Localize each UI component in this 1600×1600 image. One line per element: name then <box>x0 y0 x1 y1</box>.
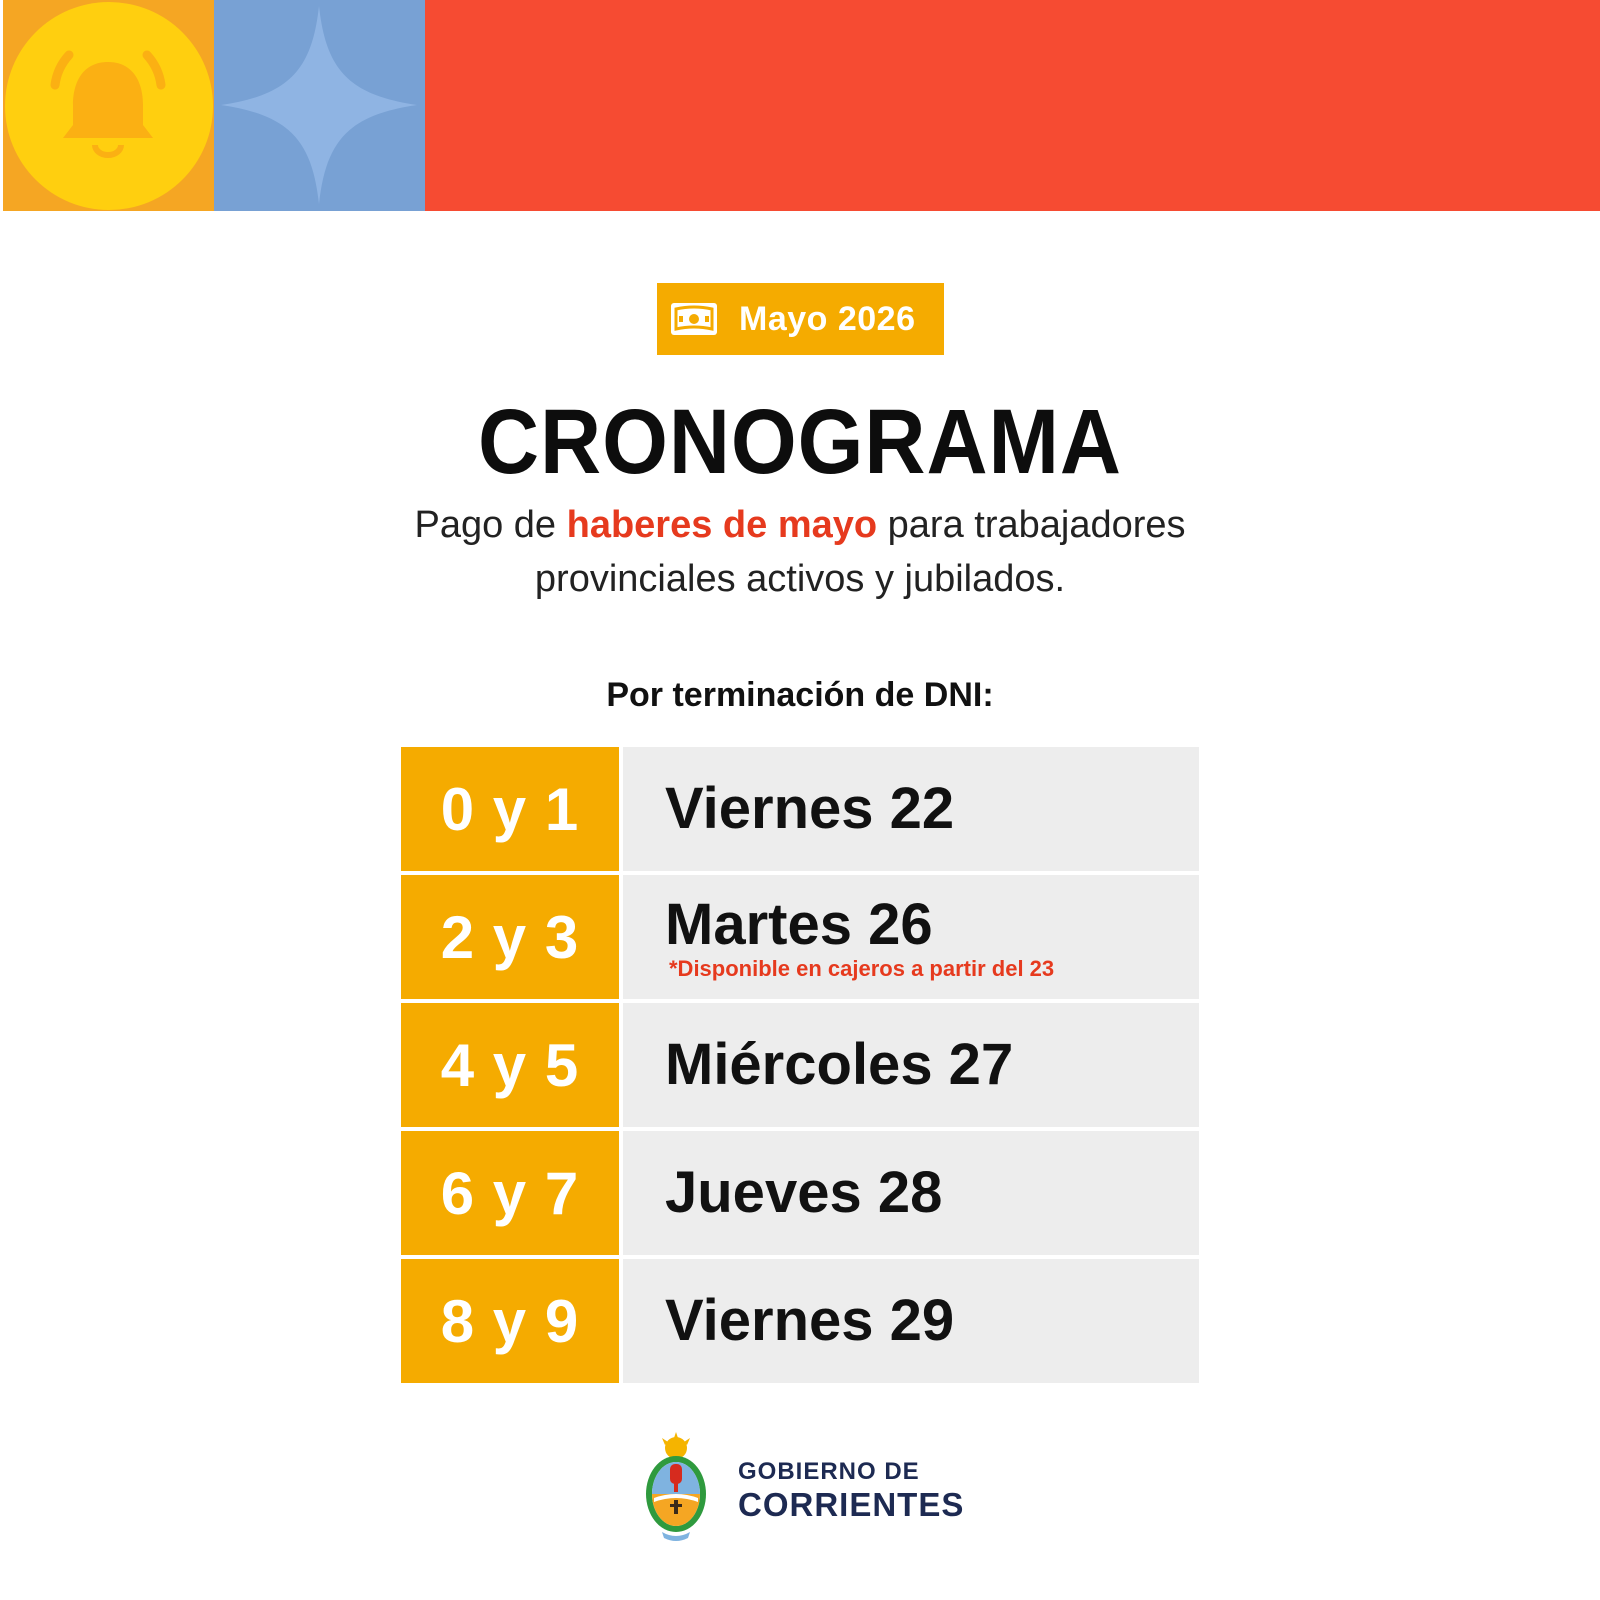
subtitle-line2: provinciales activos y jubilados. <box>534 558 1066 600</box>
table-row <box>401 1131 1199 1255</box>
table-row <box>401 875 1199 999</box>
badge-label: Mayo 2026 <box>739 299 916 338</box>
availability-note: *Disponible en cajeros a partir del 23 <box>669 956 1055 981</box>
day-label: Viernes 29 <box>665 1288 955 1353</box>
dni-label: Por terminación de DNI: <box>606 676 994 714</box>
month-badge <box>657 283 944 355</box>
schedule-table <box>401 747 1199 1383</box>
table-row <box>401 1003 1199 1127</box>
banknote-icon <box>669 298 719 340</box>
subtitle <box>300 498 1300 606</box>
day-cell <box>623 1003 1199 1127</box>
day-cell <box>623 747 1199 871</box>
table-row <box>401 747 1199 871</box>
day-label: Jueves 28 <box>665 1160 943 1225</box>
bell-icon <box>3 0 214 211</box>
bell-tile <box>3 0 214 211</box>
red-tile <box>425 0 1600 211</box>
coat-of-arms-icon <box>632 1430 720 1550</box>
dni-cell: 2 y 3 <box>401 875 619 999</box>
government-line2: CORRIENTES <box>738 1485 965 1523</box>
page-title: CRONOGRAMA <box>478 391 1122 493</box>
top-banner <box>0 0 1600 212</box>
day-label: Viernes 22 <box>665 776 955 841</box>
dni-cell: 6 y 7 <box>401 1131 619 1255</box>
government-line1: GOBIERNO DE <box>738 1457 920 1485</box>
subtitle-after: para trabajadores <box>877 504 1186 546</box>
sparkle-icon <box>214 0 425 211</box>
sparkle-tile <box>214 0 425 211</box>
day-label: Martes 26 <box>665 892 933 957</box>
day-label: Miércoles 27 <box>665 1032 1014 1097</box>
footer-logo <box>632 1425 964 1555</box>
dni-cell: 0 y 1 <box>401 747 619 871</box>
subtitle-before: Pago de <box>414 504 567 546</box>
government-name <box>738 1457 965 1523</box>
day-cell <box>623 1259 1199 1383</box>
day-cell <box>623 1131 1199 1255</box>
dni-cell: 8 y 9 <box>401 1259 619 1383</box>
day-cell <box>623 875 1199 999</box>
table-row <box>401 1259 1199 1383</box>
subtitle-highlight: haberes de mayo <box>566 504 878 546</box>
dni-cell: 4 y 5 <box>401 1003 619 1127</box>
